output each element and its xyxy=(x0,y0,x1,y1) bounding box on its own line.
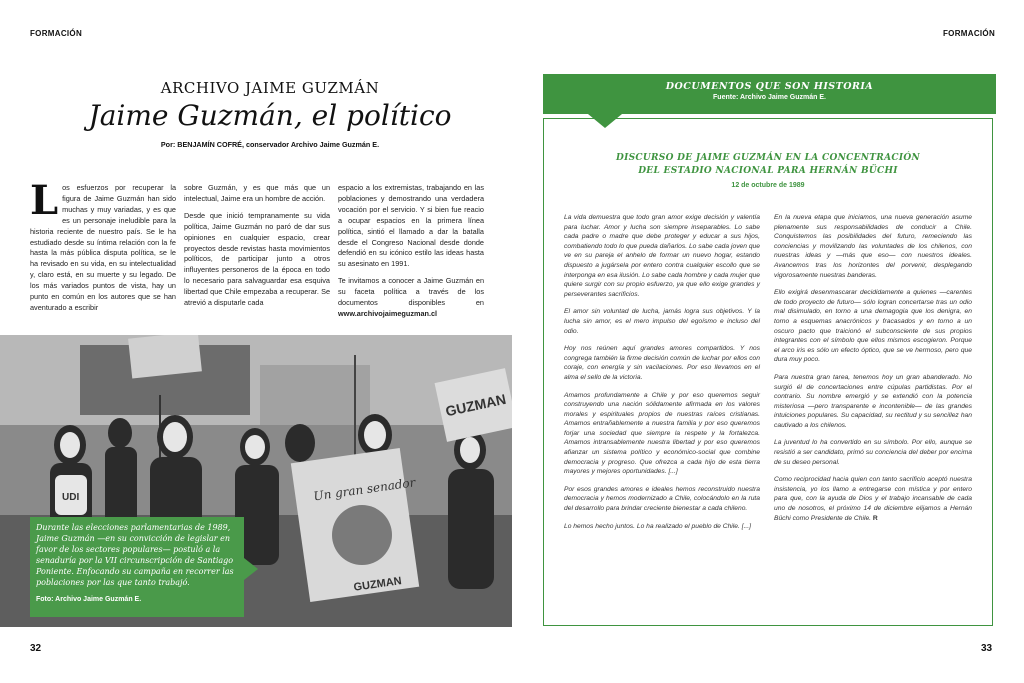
body-column-3 xyxy=(338,183,484,326)
documents-banner xyxy=(543,74,996,114)
speech-paragraph: Ello exigirá desenmascarar decididamente a quienes —carentes de todo proyecto de futuro— sólo logran concertarse tras un odio mal disimulado, en torno a una demagogia que los denigra, en torno a esquemas anacrónicos y fracasados y en torno a un oscuro pacto que traicionó el subconsciente de sus propios integrantes con el símbolo que ellos mismos escogieron. Porque el arco iris es sólo un efecto óptico, que se ve hermoso, pero que dura muy poco. xyxy=(774,289,972,364)
caption-pointer-icon xyxy=(244,558,258,580)
speech-date: 12 de octubre de 1989 xyxy=(731,182,805,189)
speech-text: Como reciprocidad hacia quien con tanto sacrificio aceptó nuestra insistencia, yo los llamo a entregarse con mística y por entero para que, con la ayuda de Dios y el trabajo incansable de cada uno de nosotros, el próximo 14 de diciembre elijamos a Hernán Büchi como Presidente de Chile. xyxy=(774,476,972,522)
photo-sign-text: Un gran senador xyxy=(312,475,417,504)
photo-sign-text: GUZMAN xyxy=(352,575,403,594)
speech-title-line: DISCURSO DE JAIME GUZMÁN EN LA CONCENTRACIÓN xyxy=(615,153,921,163)
speech-paragraph: En la nueva etapa que iniciamos, una nueva generación asume plenamente sus responsabilidades de conducir a Chile. Conquistemos las posibilidades del futuro, remeciendo las conciencias y movilizando las voluntades de los chilenos, con nuestras ideas y —más que eso— con nuestros ideales. Avancemos tras los horizontes del porvenir, desplegando vigorosamente nuestras banderas. xyxy=(774,214,972,279)
page-number-left: 32 xyxy=(30,643,42,654)
section-label-left: FORMACIÓN xyxy=(30,29,83,38)
article-kicker: ARCHIVO JAIME GUZMÁN xyxy=(160,79,380,97)
photo-sign-text: UDI xyxy=(62,492,80,503)
body-paragraph: Desde que inició tempranamente su vida política, Jaime Guzmán no paró de dar sus opiniones en cualquier espacio, crear proyectos desde revistas hasta movimientos políticos, de participar junto a otros influyentes personeros de la época en todo lo necesario para salvaguardar esa esquiva libertad que Chile empezaba a recuperar. Se atrevió a disputarle cada xyxy=(184,210,330,308)
speech-paragraph: Por esos grandes amores e ideales hemos reconstruido nuestra democracia y hemos modernizado a Chile, colocándolo en la ruta del desarrollo para brindar creciente bienestar a cada chileno. xyxy=(564,485,760,513)
website-link[interactable]: www.archivojaimeguzman.cl xyxy=(338,308,438,318)
body-text: os esfuerzos por recuperar la figura de Jaime Guzmán han sido muchas y muy variadas, y es que es un personaje ineludible para la historia reciente de nuestro país. Se le ha estudiado desde su íntima relación con la fe hasta la más pública disputa política, se le ha revisado en su vida, en su intelectualidad y, claro está, en su muerte y su legado. De los más variados puntos de vista, hay un punto en común en los autores que se han aventurado a escribir xyxy=(30,183,176,312)
speech-paragraph: Lo hemos hecho juntos. Lo ha realizado el pueblo de Chile. [...] xyxy=(564,522,752,530)
speech-paragraph: La vida demuestra que todo gran amor exige decisión y valentía para luchar. Amor y lucha son siempre inseparables. Lo sabe cada padre o madre que debe proteger y educar a sus hijos, combatiendo todo lo que pueda dañarlos. Lo sabe cada joven que ve en su pareja el anhelo de formar un nuevo hogar, estando dispuesto a jugársela por entero contra cualquier escollo que se interponga en esa ilusión. Lo sabe cada hombre y cada mujer que quiere surgir con su propio esfuerzo, ya que ello exige grandes y perseverantes sacrificios. xyxy=(564,214,760,298)
speech-column-left xyxy=(564,213,760,539)
speech-paragraph: La juventud lo ha convertido en su símbolo. Por ello, aunque se resistió a ser candidato, primó su conciencia del deber por encima de su deseo personal. xyxy=(774,439,972,466)
speech-column-right xyxy=(774,213,972,531)
end-mark: R xyxy=(872,514,878,522)
speech-paragraph: Hoy nos reúnen aquí grandes amores compartidos. Y nos congrega también la firme decisión común de luchar por ellos con coraje, con energía y sin vacilaciones. Por eso llevamos en el alma el sello de la victoria. xyxy=(564,345,760,381)
body-paragraph xyxy=(338,276,484,320)
body-paragraph: sobre Guzmán, y es que más que un intelectual, Jaime era un hombre de acción. xyxy=(184,183,330,203)
article-byline: Por: BENJAMÍN COFRÉ, conservador Archivo Jaime Guzmán E. xyxy=(160,140,380,149)
banner-title: DOCUMENTOS QUE SON HISTORIA xyxy=(665,81,874,92)
speech-title xyxy=(560,152,976,178)
photo-sign-text: GUZMAN xyxy=(444,390,508,420)
speech-title-line: DEL ESTADIO NACIONAL PARA HERNÁN BÜCHI xyxy=(638,166,898,176)
photo-caption: Durante las elecciones parlamentarias de 1989, Jaime Guzmán —en su convicción de legislar en favor de los sectores populares— postuló a la senaduría por la VII circunscripción de Santiago Poniente. Enfocando su campaña en recorrer las poblaciones por las que tanto trabajó. xyxy=(36,523,234,587)
body-column-2 xyxy=(184,183,330,315)
page-number-right: 33 xyxy=(981,643,993,654)
body-column-1 xyxy=(30,177,176,314)
speech-paragraph xyxy=(774,475,972,523)
drop-cap: L xyxy=(30,177,59,224)
photo-caption-box xyxy=(30,517,244,617)
body-paragraph: espacio a los extremistas, trabajando en las poblaciones y demostrando una verdadera vocación por el servicio. Y si bien fue reacio a ocupar espacios en la primera línea política, sintió el llamado a dar la batalla desde el Congreso Nacional desde donde defendió en su icónico estilo las ideas hasta su asesinato en 1991. xyxy=(338,183,484,269)
section-label-right: FORMACIÓN xyxy=(943,29,996,38)
article-title: Jaime Guzmán, el político xyxy=(88,99,452,132)
photo-credit: Foto: Archivo Jaime Guzmán E. xyxy=(36,596,142,603)
speech-paragraph: El amor sin voluntad de lucha, jamás logra sus objetivos. Y la lucha sin amor, es el mero impulso del egoísmo e incluso del odio. xyxy=(564,308,760,335)
body-text: Te invitamos a conocer a Jaime Guzmán en su faceta política a través de los documentos disponibles en xyxy=(338,276,484,308)
banner-subtitle: Fuente: Archivo Jaime Guzmán E. xyxy=(713,94,826,101)
speech-paragraph: Amamos profundamente a Chile y por eso queremos seguir construyendo una nación sólidamente afirmada en los valores morales y espirituales propios de nuestras raíces cristianas. Amamos entrañablemente a nuestra familia y por eso queremos forjar una sociedad que siempre la respete y la fortalezca. Amamos intransablemente nuestra libertad y por eso queremos afianzar un sistema político y económico-social que combine democracia y progreso. Que ofrezca a cada hijo de esta tierra mayores y mejores oportunidades. [...] xyxy=(564,391,760,476)
speech-paragraph: Para nuestra gran tarea, tenemos hoy un gran abanderado. No surgió él de concertaciones entre cúpulas partidistas. Por el contrario. Su nombre emergió y se extendió con la potencia misteriosa —pero transparente e incontenible— de las grandes intuiciones populares. Su capacidad, su rectitud y su sencillez han cautivado a los chilenos. xyxy=(774,373,972,429)
